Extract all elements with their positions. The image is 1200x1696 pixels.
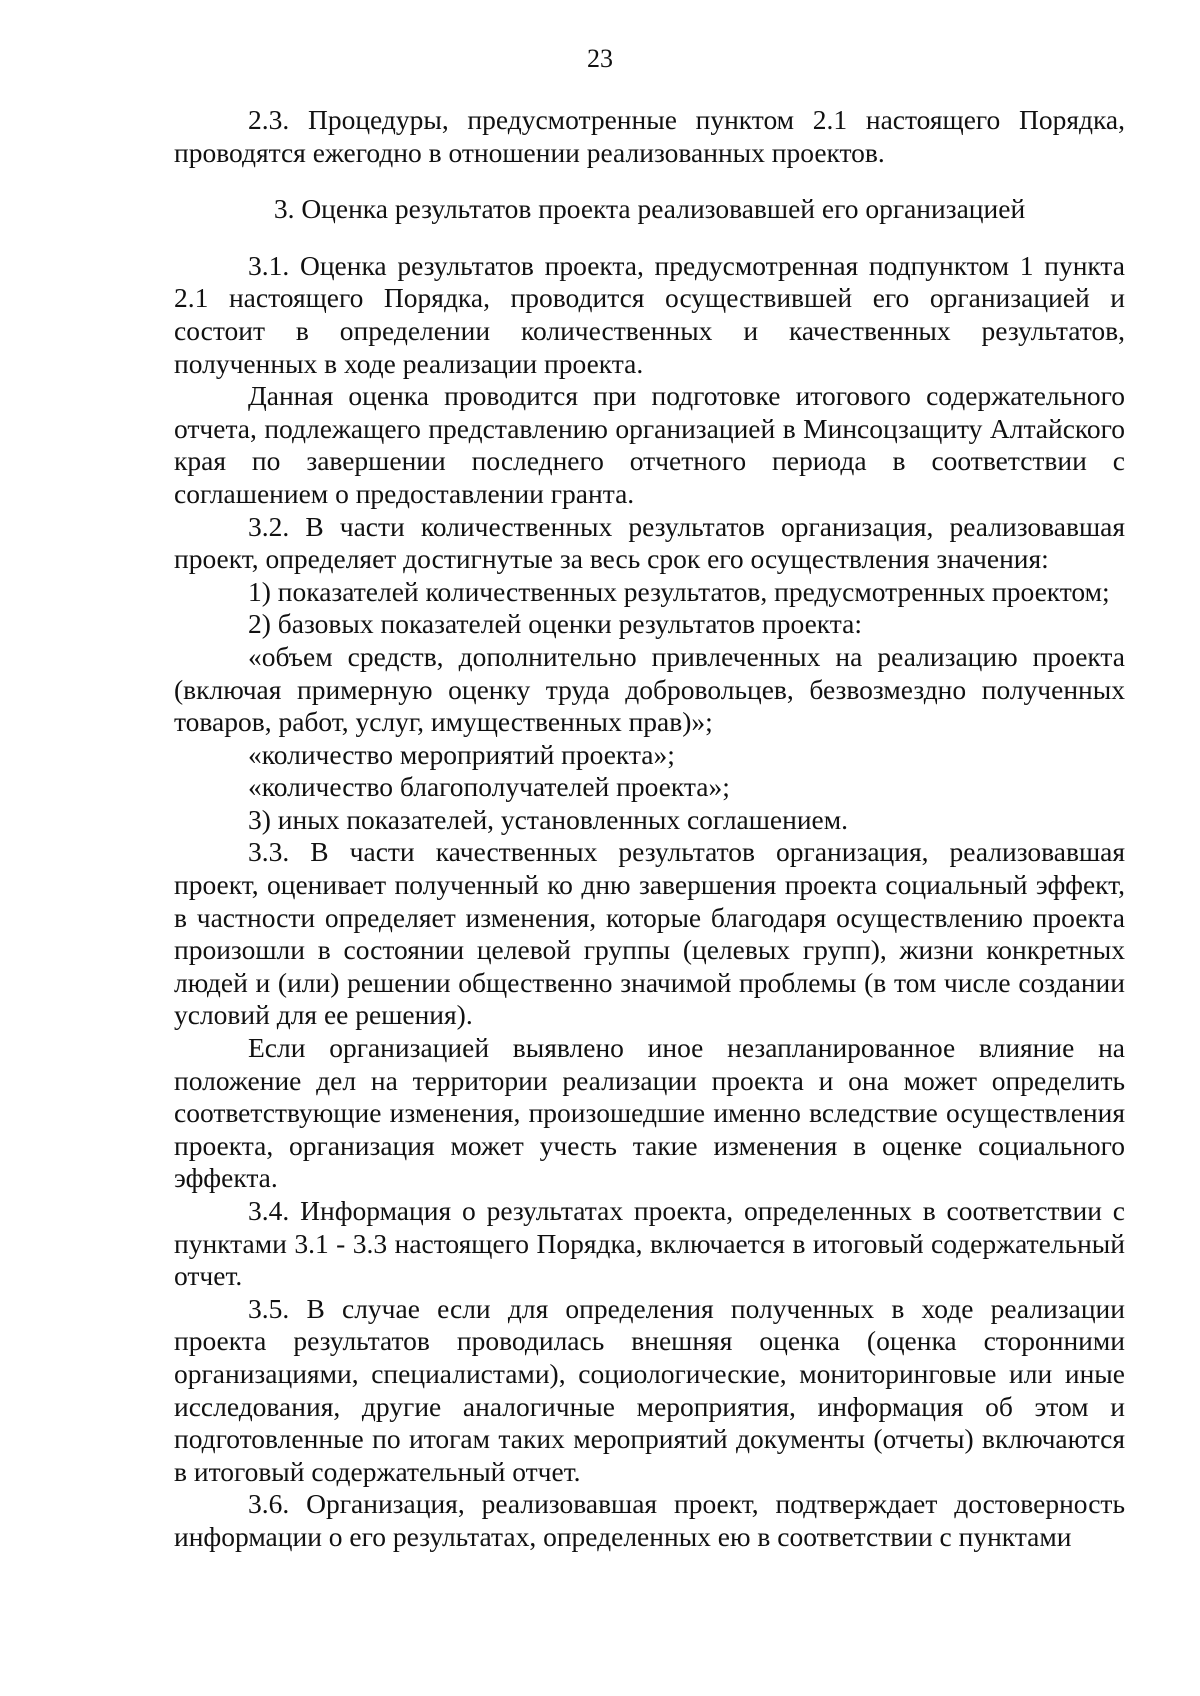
paragraph-3-3: 3.3. В части качественных результатов организация, реализовавшая проект, оценивает полученный ко дню завершения проекта социальный эффект, в частности определяет изменения, которые благодаря осуществлению проекта произошли в состоянии целевой группы (целевых групп), жизни конкретных людей и (или) решении общественно значимой проблемы (в том числе создании условий для ее решения). <box>174 836 1125 1031</box>
document-body <box>174 104 1125 1554</box>
paragraph-3-1: 3.1. Оценка результатов проекта, предусмотренная подпунктом 1 пункта 2.1 настоящего Порядка, проводится осуществившей его организацией и состоит в определении количественных и качественных результатов, полученных в ходе реализации проекта. <box>174 249 1125 379</box>
list-item-1: 1) показателей количественных результатов, предусмотренных проектом; <box>248 575 1110 607</box>
list-item-2: 2) базовых показателей оценки результатов проекта: <box>248 608 862 640</box>
list-item-3: 3) иных показателей, установленных соглашением. <box>248 803 849 835</box>
indicator-events: «количество мероприятий проекта»; <box>248 738 675 770</box>
paragraph-3-4: 3.4. Информация о результатах проекта, определенных в соответствии с пунктами 3.1 - 3.3 настоящего Порядка, включается в итоговый содержательный отчет. <box>174 1195 1125 1292</box>
paragraph-3-1-assessment: Данная оценка проводится при подготовке итогового содержательного отчета, подлежащего представлению организацией в Минсоцзащиту Алтайского края по завершении последнего отчетного периода в соответствии с соглашением о предоставлении гранта. <box>174 380 1125 509</box>
paragraph-3-6: 3.6. Организация, реализовавшая проект, подтверждает достоверность информации о его результатах, определенных ею в соответствии с пунктами <box>174 1488 1125 1552</box>
indicator-funds: «объем средств, дополнительно привлеченных на реализацию проекта (включая примерную оценку труда добровольцев, безвозмездно полученных товаров, работ, услуг, имущественных прав)»; <box>174 640 1125 738</box>
indicator-beneficiaries: «количество благополучателей проекта»; <box>248 771 730 803</box>
paragraph-3-3-unplanned: Если организацией выявлено иное незапланированное влияние на положение дел на территории реализации проекта и она может определить соответствующие изменения, произошедшие именно вследствие осуществления проекта, организация может учесть такие изменения в оценке социального эффекта. <box>174 1032 1125 1194</box>
paragraph-3-2: 3.2. В части количественных результатов организация, реализовавшая проект, определяет достигнутые за весь срок его осуществления значения: <box>174 510 1125 575</box>
page-number: 23 <box>587 44 613 73</box>
paragraph-3-5: 3.5. В случае если для определения полученных в ходе реализации проекта результатов проводилась внешняя оценка (оценка сторонними организациями, специалистами), социологические, мониторинговые или иные исследования, другие аналогичные мероприятия, информация об этом и подготовленные по итогам таких мероприятий документы (отчеты) включаются в итоговый содержательный отчет. <box>174 1292 1125 1487</box>
section-heading-3: 3. Оценка результатов проекта реализовавшей его организацией <box>273 193 1026 225</box>
paragraph-2-3: 2.3. Процедуры, предусмотренные пунктом 2.1 настоящего Порядка, проводятся ежегодно в отношении реализованных проектов. <box>174 104 1125 168</box>
